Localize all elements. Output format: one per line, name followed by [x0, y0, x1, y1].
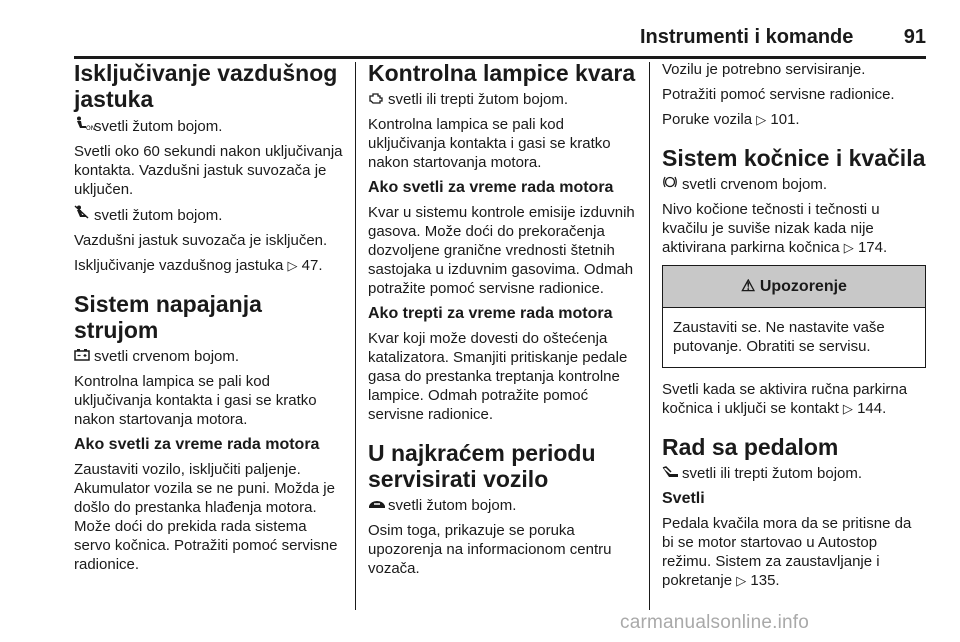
subheading-while-engine-running: Ako svetli za vreme rada motora — [368, 179, 614, 196]
subheading-svetli: Svetli — [662, 490, 705, 507]
paragraph: Svetli kada se aktivira ručna parkirna kočnica i uključi se kontakt ▷ 144. — [662, 381, 908, 417]
heading-service-soon: U najkraćem periodu servisirati vozilo — [368, 440, 596, 492]
paragraph: svetli crvenom bojom. — [662, 175, 926, 194]
paragraph: Kontrolna lampica se pali kod uključivanja kontakta i gasi se kratko nakon startovanja motora. — [74, 373, 317, 428]
airbag-on-icon — [74, 116, 96, 136]
page-reference-arrow: ▷ — [287, 258, 298, 273]
wrench-car-icon — [368, 496, 384, 515]
page-reference-arrow: ▷ — [736, 573, 747, 588]
page-reference-arrow: ▷ — [756, 112, 767, 127]
heading-airbag-deactivation: Isključivanje vazdušnog jastuka — [74, 60, 338, 112]
paragraph: Potražiti pomoć servisne radionice. — [662, 86, 895, 103]
paragraph: Vazdušni jastuk suvozača je isključen. — [74, 232, 328, 249]
paragraph: ON svetli žutom bojom. — [74, 116, 346, 136]
paragraph: Osim toga, prikazuje se poruka upozorenja na informacionom centru vozača. — [368, 522, 612, 577]
engine-check-icon — [368, 90, 384, 109]
paragraph: svetli ili trepti žutom bojom. — [662, 464, 926, 483]
heading-pedal-operation: Rad sa pedalom — [662, 434, 839, 460]
heading-malfunction-light: Kontrolna lampice kvara — [368, 60, 636, 86]
warning-header: ⚠ Upozorenje — [663, 266, 925, 308]
paragraph: svetli žutom bojom. — [368, 496, 636, 515]
subheading-while-engine-running: Ako svetli za vreme rada motora — [74, 436, 320, 453]
header-rule — [74, 56, 926, 59]
warning-text: Zaustaviti se. Ne nastavite vaše putovanje. Obratiti se servisu. — [673, 319, 885, 355]
subheading-blinking-while-running: Ako trepti za vreme rada motora — [368, 305, 613, 322]
svg-text:ON: ON — [86, 125, 96, 132]
paragraph: Svetli oko 60 sekundi nakon uključivanja kontakta. Vazdušni jastuk suvozača je uključen. — [74, 143, 343, 198]
brake-icon — [662, 175, 678, 194]
paragraph: Isključivanje vazdušnog jastuka ▷ 47. — [74, 257, 323, 274]
warning-triangle-icon: ⚠ — [741, 278, 756, 295]
warning-box — [662, 265, 926, 368]
column-3 — [662, 60, 926, 596]
paragraph: Vozilu je potrebno servisiranje. — [662, 61, 866, 78]
paragraph: Poruke vozila ▷ 101. — [662, 111, 800, 128]
paragraph: Nivo kočione tečnosti i tečnosti u kvačilu je suviše nizak kada nije aktivirana parkirna kočnica ▷ 174. — [662, 201, 888, 256]
heading-brake-clutch-system: Sistem kočnice i kvačila — [662, 145, 926, 171]
page-number: 91 — [903, 26, 926, 48]
paragraph: Kvar koji može dovesti do oštećenja katalizatora. Smanjiti pritiskanje pedale gasa do prestanka treptanja kontrolne lampice. Odmah potražite pomoć servisne radionice. — [368, 330, 628, 423]
paragraph: Kvar u sistemu kontrole emisije izduvnih gasova. Može doći do prekoračenja dozvoljene granične vrednosti štetnih sastojaka u izduvnim gasovima. Odmah potražite pomoć servisne radionice. — [368, 204, 635, 297]
column-divider-2 — [649, 62, 650, 610]
page-reference-arrow: ▷ — [843, 240, 854, 255]
battery-icon — [74, 347, 90, 366]
heading-power-system: Sistem napajanja strujom — [74, 291, 262, 343]
chapter-title: Instrumenti i komande — [640, 26, 854, 48]
page-reference-arrow: ▷ — [842, 401, 853, 416]
paragraph: svetli ili trepti žutom bojom. — [368, 90, 636, 109]
paragraph: Pedala kvačila mora da se pritisne da bi se motor startovao u Autostop režimu. Sistem za zaustavljanje i pokretanje ▷ 135. — [662, 515, 912, 589]
airbag-off-icon — [74, 205, 90, 225]
paragraph: svetli crvenom bojom. — [74, 347, 346, 366]
paragraph: Zaustaviti vozilo, isključiti paljenje. Akumulator vozila se ne puni. Možda je došlo do prestanka hlađenja motora. Može doći do prekida rada sistema servo kočnica. Potražiti pomoć servisne radionice. — [74, 461, 338, 573]
warning-body — [663, 308, 925, 367]
clutch-pedal-icon — [662, 464, 678, 483]
paragraph: Kontrolna lampica se pali kod uključivanja kontakta i gasi se kratko nakon startovanja motora. — [368, 116, 611, 171]
column-divider-1 — [355, 62, 356, 610]
column-2 — [368, 60, 636, 584]
column-1 — [74, 60, 346, 580]
paragraph: svetli žutom bojom. — [74, 205, 346, 225]
watermark: carmanualsonline.info — [620, 612, 810, 633]
page-header — [640, 26, 926, 49]
